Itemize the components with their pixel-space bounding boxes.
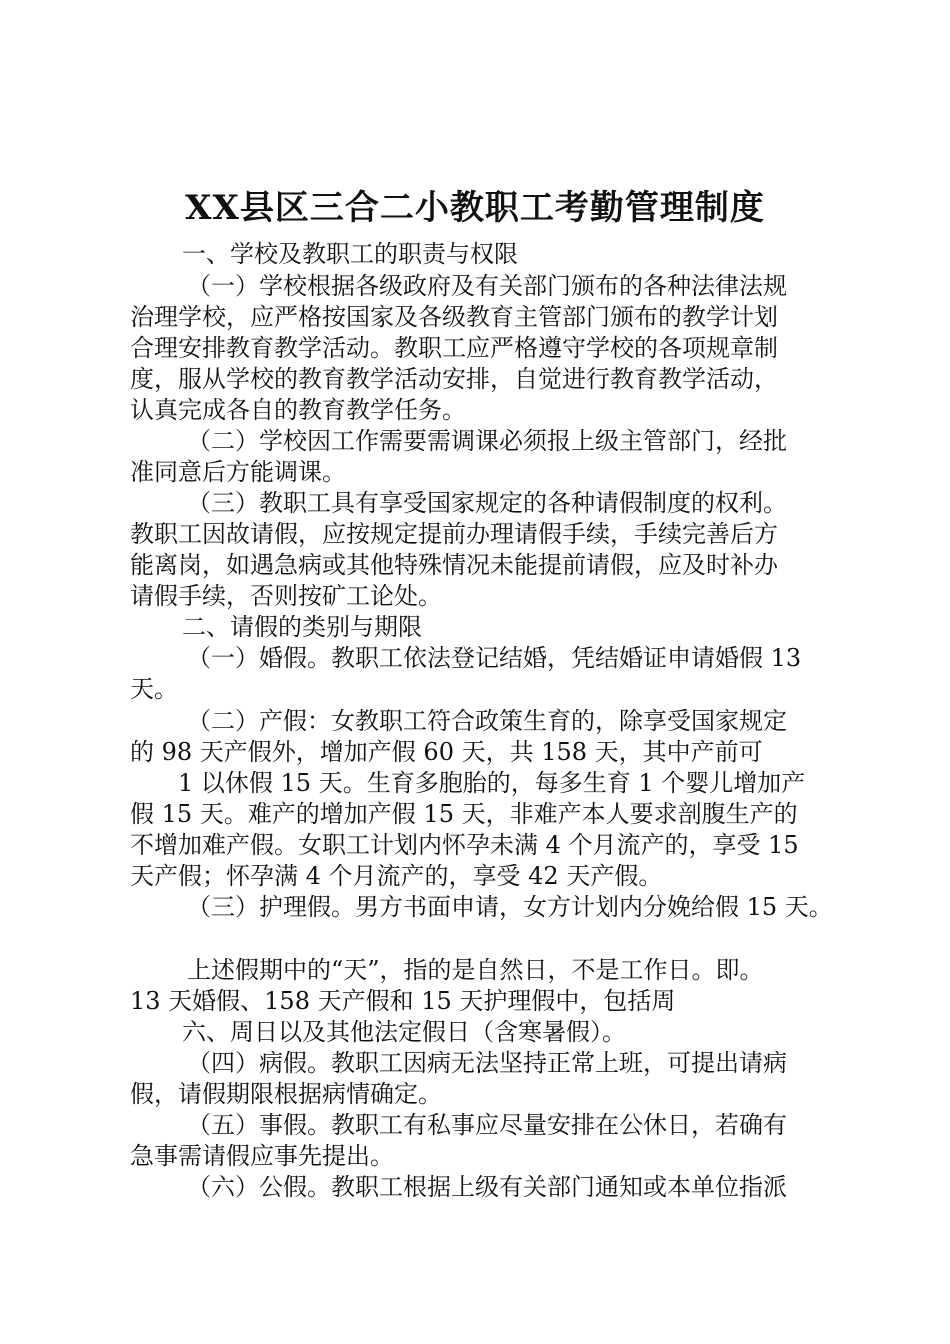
paragraph-line: 认真完成各自的教育教学任务。 bbox=[130, 396, 466, 424]
paragraph-line: （一）学校根据各级政府及有关部门颁布的各种法律法规 bbox=[187, 272, 787, 300]
paragraph-line: （二）产假：女教职工符合政策生育的，除享受国家规定 bbox=[187, 707, 787, 735]
paragraph-line: 六、周日以及其他法定假日（含寒暑假）。 bbox=[182, 1018, 626, 1046]
paragraph-line: （一）婚假。教职工依法登记结婚，凭结婚证申请婚假 13 bbox=[187, 644, 802, 672]
paragraph-line: （四）病假。教职工因病无法坚持正常上班，可提出请病 bbox=[187, 1049, 787, 1077]
paragraph-line: 急事需请假应事先提出。 bbox=[130, 1142, 394, 1170]
paragraph-line: （三）护理假。男方书面申请，女方计划内分娩给假 15 天。 bbox=[187, 893, 833, 921]
paragraph-line: （三）教职工具有享受国家规定的各种请假制度的权利。 bbox=[187, 489, 787, 517]
paragraph-line: 准同意后方能调课。 bbox=[130, 458, 346, 486]
paragraph-line: 天产假；怀孕满 4 个月流产的，享受 42 天产假。 bbox=[130, 862, 663, 890]
paragraph-line: 度，服从学校的教育教学活动安排，自觉进行教育教学活动， bbox=[130, 365, 778, 393]
paragraph-line: 请假手续，否则按矿工论处。 bbox=[130, 582, 442, 610]
paragraph-line: 的 98 天产假外，增加产假 60 天，共 158 天，其中产前可 bbox=[130, 738, 763, 766]
paragraph-line: （二）学校因工作需要需调课必须报上级主管部门，经批 bbox=[187, 427, 787, 455]
section-heading-1: 一、学校及教职工的职责与权限 bbox=[182, 240, 518, 268]
paragraph-line: 能离岗，如遇急病或其他特殊情况未能提前请假，应及时补办 bbox=[130, 551, 778, 579]
paragraph-line: 上述假期中的“天”，指的是自然日，不是工作日。即。 bbox=[187, 956, 764, 984]
paragraph-line: 治理学校，应严格按国家及各级教育主管部门颁布的教学计划 bbox=[130, 303, 778, 331]
paragraph-line: 假，请假期限根据病情确定。 bbox=[130, 1080, 442, 1108]
section-heading-2: 二、请假的类别与期限 bbox=[182, 613, 422, 641]
document-title: XX县区三合二小教职工考勤管理制度 bbox=[185, 188, 765, 228]
paragraph-line: 假 15 天。难产的增加产假 15 天，非难产本人要求剖腹生产的 bbox=[130, 800, 798, 828]
paragraph-line: 天。 bbox=[130, 675, 178, 703]
paragraph-line: 1 以休假 15 天。生育多胞胎的，每多生育 1 个婴儿增加产 bbox=[178, 769, 806, 797]
paragraph-line: （五）事假。教职工有私事应尽量安排在公休日，若确有 bbox=[187, 1111, 787, 1139]
paragraph-line: 13 天婚假、158 天产假和 15 天护理假中，包括周 bbox=[130, 987, 676, 1015]
paragraph-line: 合理安排教育教学活动。教职工应严格遵守学校的各项规章制 bbox=[130, 334, 778, 362]
paragraph-line: 不增加难产假。女职工计划内怀孕未满 4 个月流产的，享受 15 bbox=[130, 831, 799, 859]
paragraph-line: （六）公假。教职工根据上级有关部门通知或本单位指派 bbox=[187, 1173, 787, 1201]
paragraph-line: 教职工因故请假，应按规定提前办理请假手续，手续完善后方 bbox=[130, 520, 778, 548]
